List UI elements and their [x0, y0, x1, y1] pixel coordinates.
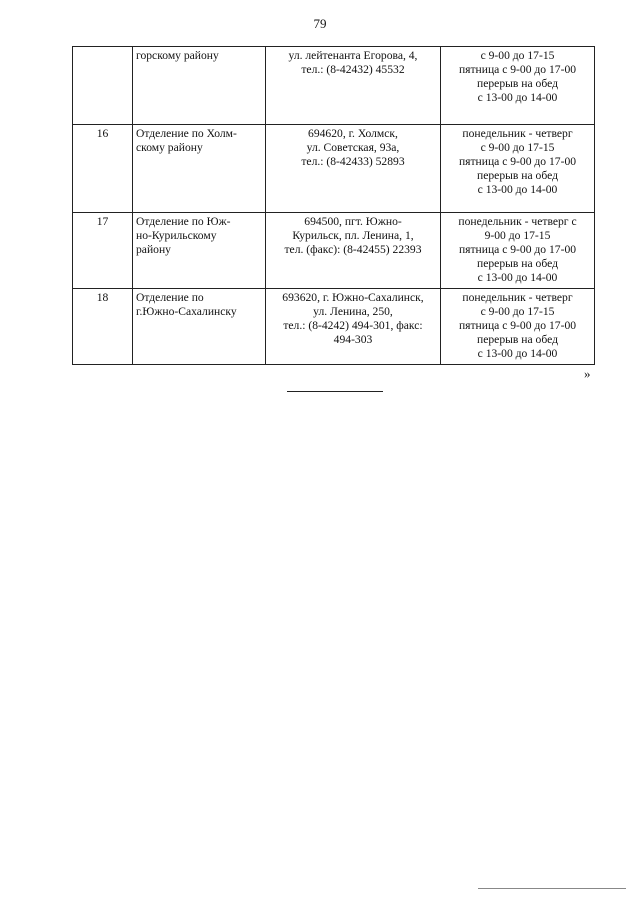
- hours-line: с 9-00 до 17-15: [480, 49, 555, 62]
- hours-line: с 9-00 до 17-15: [480, 141, 555, 154]
- table-row: [73, 213, 595, 289]
- page-number: 79: [313, 16, 327, 31]
- office-name-line: г.Южно-Сахалинску: [136, 305, 237, 318]
- hours-line: с 9-00 до 17-15: [480, 305, 555, 318]
- hours-line: 9-00 до 17-15: [484, 229, 551, 242]
- office-address: [266, 289, 441, 365]
- office-name-line: Отделение по: [136, 291, 204, 304]
- address-line: 693620, г. Южно-Сахалинск,: [282, 291, 424, 304]
- office-name: [133, 125, 266, 213]
- offices-table: [72, 46, 595, 365]
- row-number: 18: [73, 289, 133, 365]
- hours-line: пятница с 9-00 до 17-00: [458, 63, 577, 76]
- table-row: [73, 47, 595, 125]
- hours-line: с 13-00 до 14-00: [477, 347, 558, 360]
- address-line: ул. Советская, 93а,: [306, 141, 400, 154]
- office-name-line: скому району: [136, 141, 203, 154]
- hours-line: перерыв на обед: [477, 77, 558, 90]
- office-name-line: горскому району: [136, 49, 219, 62]
- office-address: [266, 213, 441, 289]
- address-line: тел.: (8-4242) 494-301, факс:: [283, 319, 423, 332]
- office-hours: [441, 213, 595, 289]
- hours-line: понедельник - четверг: [462, 127, 573, 140]
- office-hours: [441, 125, 595, 213]
- office-address: [266, 125, 441, 213]
- address-line: тел.: (8-42432) 45532: [301, 63, 405, 76]
- address-line: 694500, пгт. Южно-: [304, 215, 402, 228]
- office-name: [133, 213, 266, 289]
- row-number: 17: [73, 213, 133, 289]
- hours-line: с 13-00 до 14-00: [477, 271, 558, 284]
- hours-line: перерыв на обед: [477, 257, 558, 270]
- address-line: ул. Ленина, 250,: [313, 305, 393, 318]
- address-line: 494-303: [333, 333, 373, 346]
- hours-line: пятница с 9-00 до 17-00: [458, 155, 577, 168]
- hours-line: перерыв на обед: [477, 169, 558, 182]
- office-name-line: Отделение по Холм-: [136, 127, 237, 140]
- hours-line: перерыв на обед: [477, 333, 558, 346]
- hours-line: пятница с 9-00 до 17-00: [458, 319, 577, 332]
- hours-line: понедельник - четверг с: [458, 215, 577, 228]
- table-row: [73, 289, 595, 365]
- address-line: тел. (факс): (8-42455) 22393: [284, 243, 422, 256]
- office-name-line: но-Курильскому: [136, 229, 217, 242]
- address-line: 694620, г. Холмск,: [308, 127, 398, 140]
- hours-line: с 13-00 до 14-00: [477, 183, 558, 196]
- section-separator: [287, 391, 383, 392]
- office-address: [266, 47, 441, 125]
- office-name: [133, 47, 266, 125]
- table-row: [73, 125, 595, 213]
- office-name-line: Отделение по Юж-: [136, 215, 231, 228]
- address-line: Курильск, пл. Ленина, 1,: [292, 229, 414, 242]
- hours-line: понедельник - четверг: [462, 291, 573, 304]
- office-hours: [441, 289, 595, 365]
- footer-rule: [478, 888, 626, 889]
- address-line: тел.: (8-42433) 52893: [301, 155, 405, 168]
- closing-quote: »: [584, 366, 591, 381]
- address-line: ул. лейтенанта Егорова, 4,: [288, 49, 418, 62]
- office-name-line: району: [136, 243, 171, 256]
- hours-line: с 13-00 до 14-00: [477, 91, 558, 104]
- hours-line: пятница с 9-00 до 17-00: [458, 243, 577, 256]
- office-name: [133, 289, 266, 365]
- row-number: [73, 47, 133, 125]
- row-number: 16: [73, 125, 133, 213]
- office-hours: [441, 47, 595, 125]
